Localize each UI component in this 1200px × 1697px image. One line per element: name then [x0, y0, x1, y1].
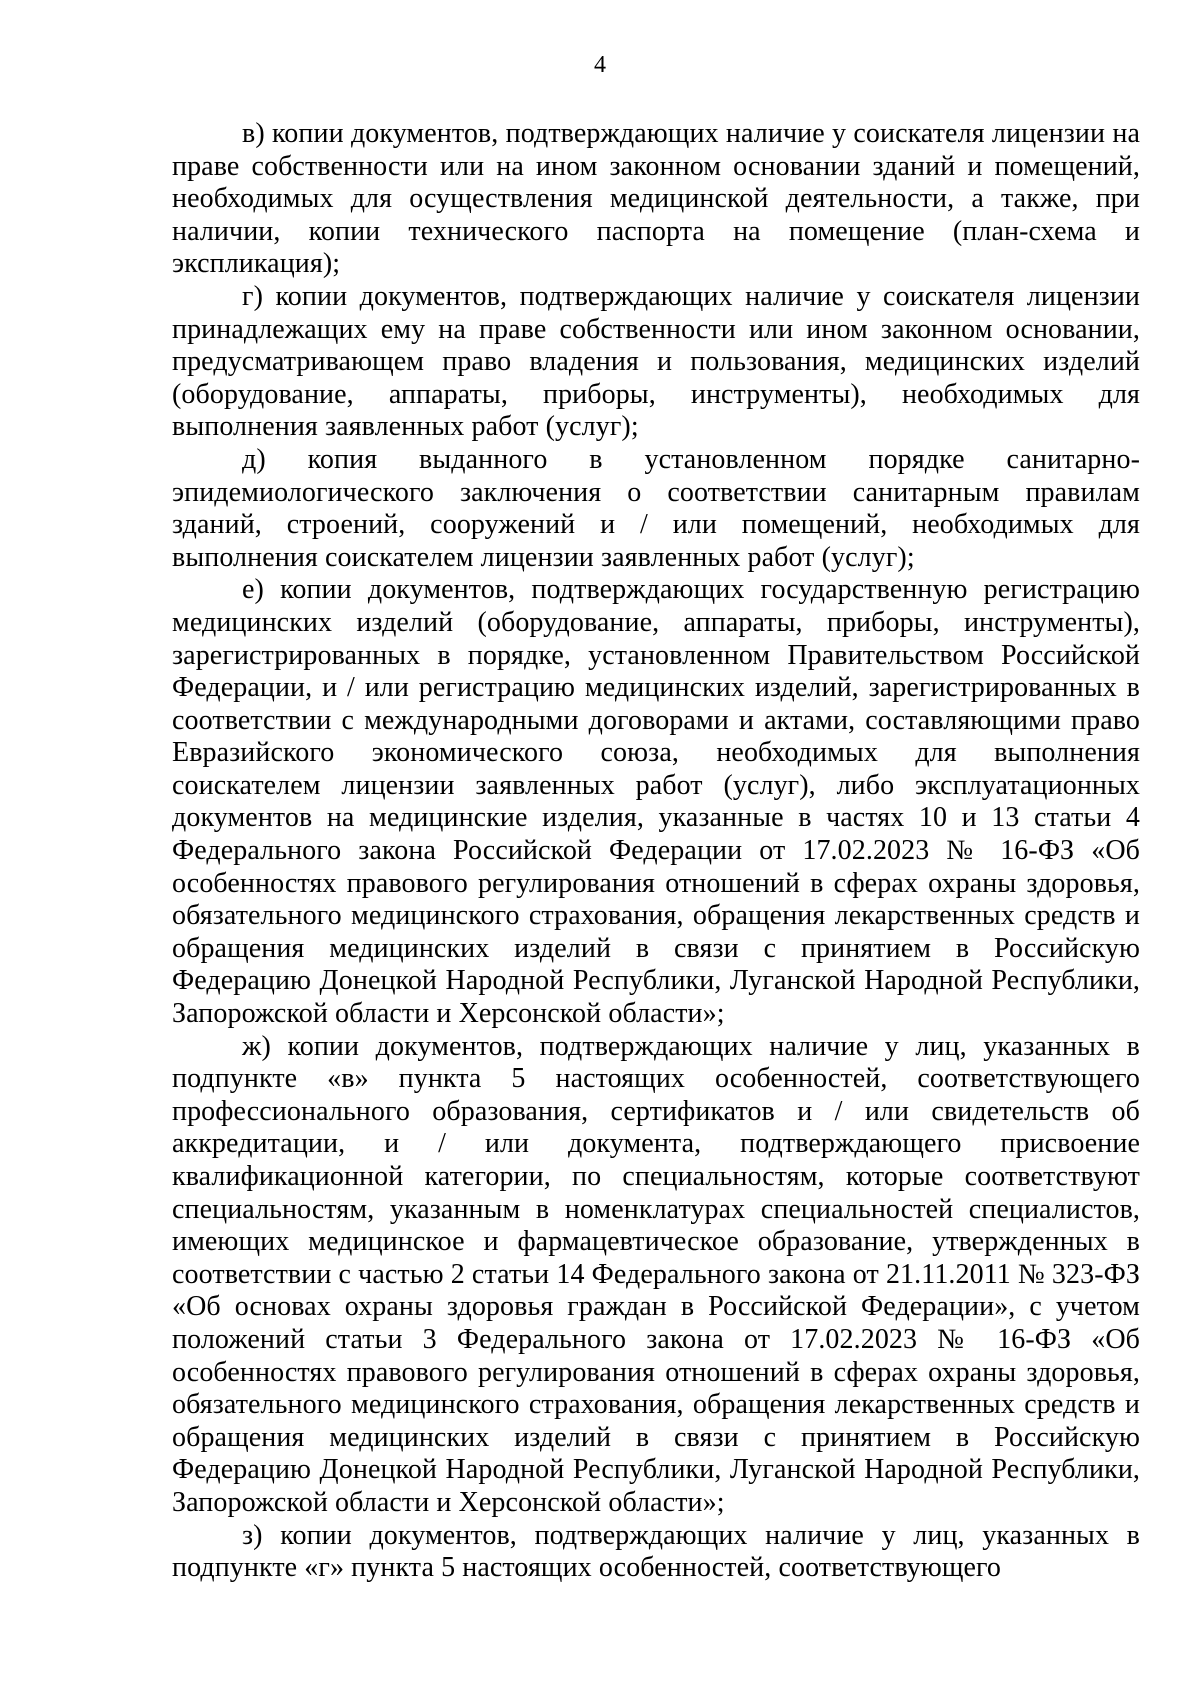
paragraph-d: д) копия выданного в установленном порядке санитарно-эпидемиологического заключения о соответствии санитарным правилам зданий, строений, сооружений и / или помещений, необходимых для выполнения соискателем лицензии заявленных работ (услуг);: [172, 443, 1140, 573]
paragraph-z: з) копии документов, подтверждающих наличие у лиц, указанных в подпункте «г» пункта 5 настоящих особенностей, соответствующего: [172, 1519, 1140, 1584]
paragraph-g: г) копии документов, подтверждающих наличие у соискателя лицензии принадлежащих ему на праве собственности или ином законном основании, предусматривающем право владения и пользования, медицинских изделий (оборудование, аппараты, приборы, инструменты), необходимых для выполнения заявленных работ (услуг);: [172, 280, 1140, 443]
document-body: [172, 118, 1140, 1585]
paragraph-zh: ж) копии документов, подтверждающих наличие у лиц, указанных в подпункте «в» пункта 5 настоящих особенностей, соответствующего профессионального образования, сертификатов и / или свидетельств об аккредитации, и / или документа, подтверждающего присвоение квалификационной категории, по специальностям, которые соответствуют специальностям, указанным в номенклатурах специальностей специалистов, имеющих медицинское и фармацевтическое образование, утвержденных в соответствии с частью 2 статьи 14 Федерального закона от 21.11.2011 № 323-ФЗ «Об основах охраны здоровья граждан в Российской Федерации», с учетом положений статьи 3 Федерального закона от 17.02.2023 № 16-ФЗ «Об особенностях правового регулирования отношений в сферах охраны здоровья, обязательного медицинского страхования, обращения лекарственных средств и обращения медицинских изделий в связи с принятием в Российскую Федерацию Донецкой Народной Республики, Луганской Народной Республики, Запорожской области и Херсонской области»;: [172, 1030, 1140, 1518]
page-number: 4: [594, 52, 606, 78]
paragraph-e: е) копии документов, подтверждающих государственную регистрацию медицинских изделий (оборудование, аппараты, приборы, инструменты), зарегистрированных в порядке, установленном Правительством Российской Федерации, и / или регистрацию медицинских изделий, зарегистрированных в соответствии с международными договорами и актами, составляющими право Евразийского экономического союза, необходимых для выполнения соискателем лицензии заявленных работ (услуг), либо эксплуатационных документов на медицинские изделия, указанные в частях 10 и 13 статьи 4 Федерального закона Российской Федерации от 17.02.2023 № 16-ФЗ «Об особенностях правового регулирования отношений в сферах охраны здоровья, обязательного медицинского страхования, обращения лекарственных средств и обращения медицинских изделий в связи с принятием в Российскую Федерацию Донецкой Народной Республики, Луганской Народной Республики, Запорожской области и Херсонской области»;: [172, 574, 1140, 1030]
paragraph-v: в) копии документов, подтверждающих наличие у соискателя лицензии на праве собственности или на ином законном основании зданий и помещений, необходимых для осуществления медицинской деятельности, а также, при наличии, копии технического паспорта на помещение (план-схема и экспликация);: [172, 118, 1140, 280]
